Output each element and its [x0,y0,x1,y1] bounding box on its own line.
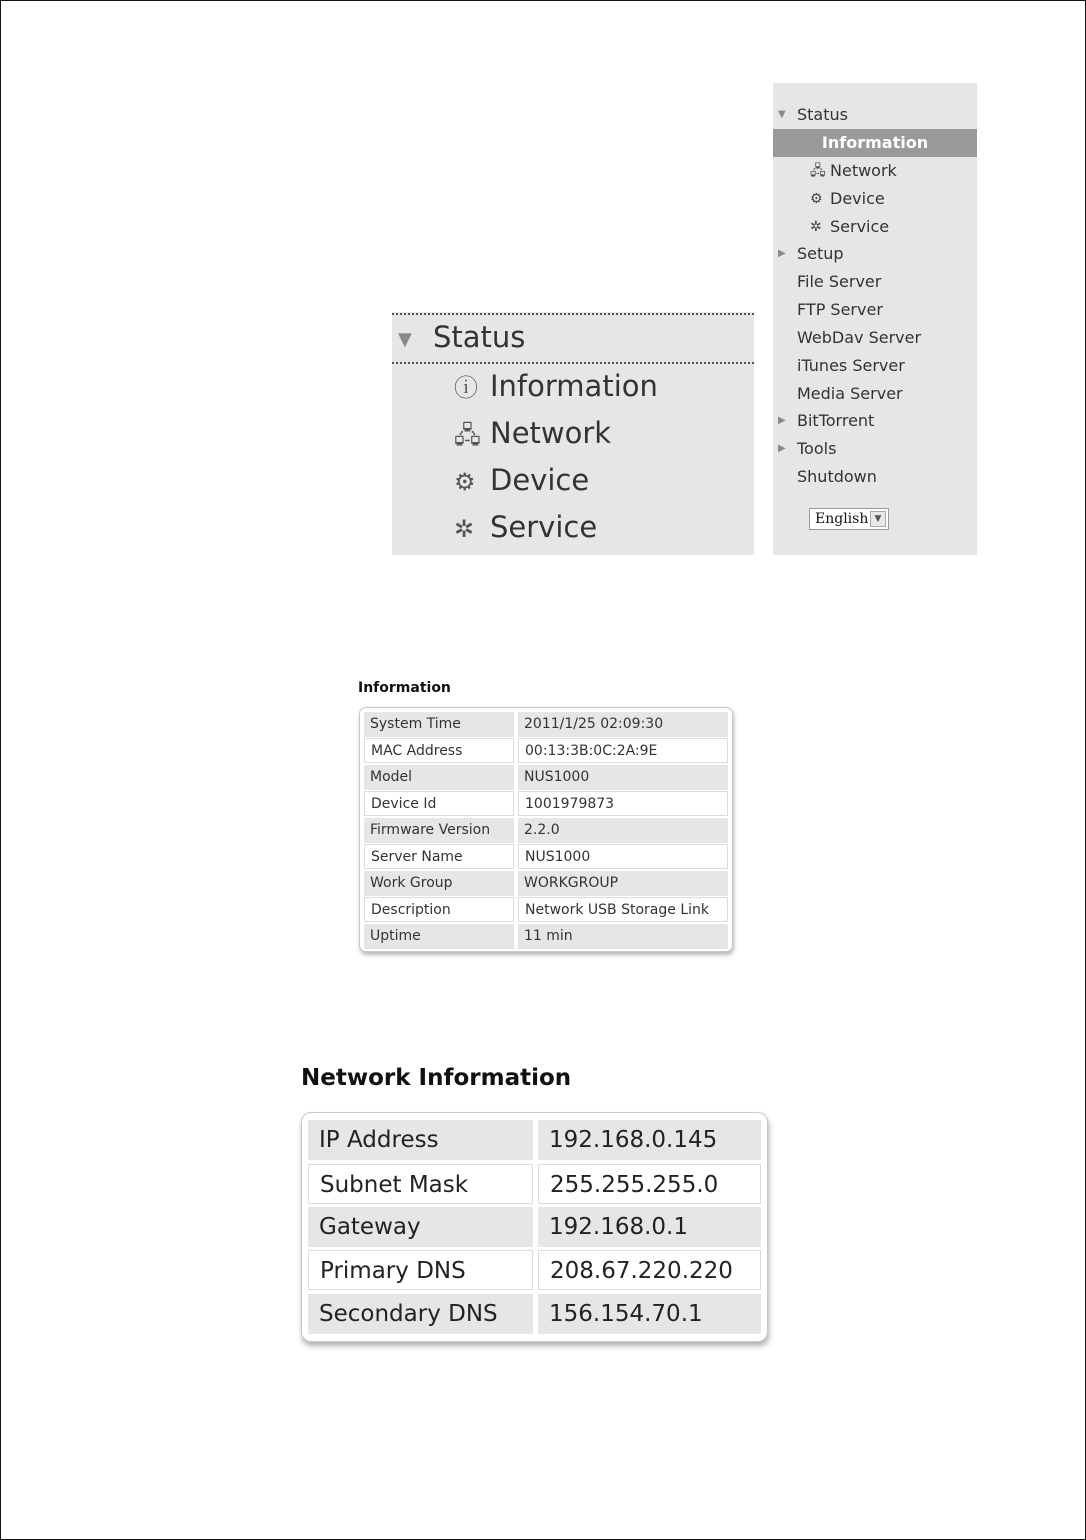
collapse-arrow-icon[interactable]: ▼ [778,109,786,120]
row-label: System Time [364,712,514,737]
row-value: 00:13:3B:0C:2A:9E [518,738,728,763]
table-row [364,924,728,949]
table-row [364,818,728,843]
row-label: Gateway [308,1207,533,1247]
table-row [308,1250,761,1290]
sidebar-item-label: Device [830,189,885,208]
status-menu-zoom [392,312,754,555]
sidebar-item-label: WebDav Server [797,328,922,347]
network-icon: 🖧 [810,163,826,179]
table-row [364,791,728,816]
expand-arrow-icon[interactable]: ▶ [778,443,786,454]
table-row [364,712,728,737]
row-value: 192.168.0.145 [538,1120,761,1160]
chevron-down-icon[interactable]: ▼ [870,511,886,527]
sidebar-item-label: Tools [797,439,837,458]
sidebar-item-tools[interactable] [773,435,977,463]
sidebar-item-media-server[interactable] [773,380,977,408]
table-row [308,1294,761,1334]
table-row [308,1120,761,1160]
sidebar-item-webdav-server[interactable] [773,324,977,352]
table-row [364,738,728,763]
row-label: Firmware Version [364,818,514,843]
menu-item-information[interactable] [454,366,658,406]
sidebar-item-label: File Server [797,272,882,291]
sidebar-item-label: Service [830,217,890,236]
menu-item-label: Device [490,463,590,497]
menu-item-device[interactable] [454,460,589,500]
sidebar-item-information[interactable] [773,129,977,157]
sidebar-item-label: FTP Server [797,300,883,319]
row-label: Description [364,897,514,922]
menu-item-label: Information [490,369,658,403]
row-label: Model [364,765,514,790]
table-row [364,844,728,869]
row-value: 192.168.0.1 [538,1207,761,1247]
sidebar [773,83,977,555]
row-value: NUS1000 [518,765,728,790]
row-value: WORKGROUP [518,871,728,896]
row-value: 11 min [518,924,728,949]
device-icon: ⚙ [810,191,823,207]
row-value: Network USB Storage Link [518,897,728,922]
service-icon: ✲ [454,515,475,543]
info-icon: ⓘ [454,374,478,402]
expand-arrow-icon[interactable]: ▶ [778,248,786,259]
menu-item-network[interactable] [454,413,611,453]
language-select-value: English [815,511,869,527]
row-label: Uptime [364,924,514,949]
menu-item-label: Service [490,510,598,544]
device-icon: ⚙ [454,468,476,496]
sidebar-item-itunes-server[interactable] [773,352,977,380]
sidebar-item-label: iTunes Server [797,356,905,375]
sidebar-item-label: Information [821,133,929,152]
row-label: Primary DNS [308,1250,533,1290]
network-information-table [301,1112,768,1342]
expand-arrow-icon[interactable]: ▶ [778,415,786,426]
row-label: IP Address [308,1120,533,1160]
menu-item-service[interactable] [454,507,597,547]
row-label: Work Group [364,871,514,896]
divider [392,362,754,364]
service-icon: ✲ [810,219,822,235]
row-value: 156.154.70.1 [538,1294,761,1334]
information-table [359,707,733,952]
sidebar-item-label: Media Server [797,384,903,403]
sidebar-item-label: BitTorrent [797,411,875,430]
row-value: 2.2.0 [518,818,728,843]
sidebar-item-setup[interactable] [773,240,977,268]
sidebar-item-service[interactable] [773,213,977,241]
table-row [364,871,728,896]
sidebar-item-label: Setup [797,244,844,263]
row-value: 208.67.220.220 [538,1250,761,1290]
table-row [308,1164,761,1204]
sidebar-item-shutdown[interactable] [773,463,977,491]
sidebar-item-label: Shutdown [797,467,877,486]
table-row [364,765,728,790]
information-heading: Information [358,680,451,696]
sidebar-item-ftp-server[interactable] [773,296,977,324]
language-select[interactable] [809,508,889,530]
menu-item-label: Network [490,416,612,450]
divider [392,313,754,315]
row-value: 2011/1/25 02:09:30 [518,712,728,737]
network-icon: 🖧 [454,421,481,449]
sidebar-item-label: Network [830,161,897,180]
row-value: 1001979873 [518,791,728,816]
row-label: Subnet Mask [308,1164,533,1204]
sidebar-item-device[interactable] [773,185,977,213]
expand-arrow-icon[interactable]: ▼ [398,329,412,350]
sidebar-item-file-server[interactable] [773,268,977,296]
row-label: Device Id [364,791,514,816]
row-value: NUS1000 [518,844,728,869]
sidebar-item-bittorrent[interactable] [773,407,977,435]
table-row [364,897,728,922]
sidebar-item-label: Status [797,105,848,124]
row-label: MAC Address [364,738,514,763]
row-value: 255.255.255.0 [538,1164,761,1204]
row-label: Secondary DNS [308,1294,533,1334]
status-title[interactable]: Status [433,320,526,354]
sidebar-item-network[interactable] [773,157,977,185]
row-label: Server Name [364,844,514,869]
sidebar-item-status[interactable] [773,101,977,129]
network-information-heading: Network Information [301,1065,572,1091]
table-row [308,1207,761,1247]
